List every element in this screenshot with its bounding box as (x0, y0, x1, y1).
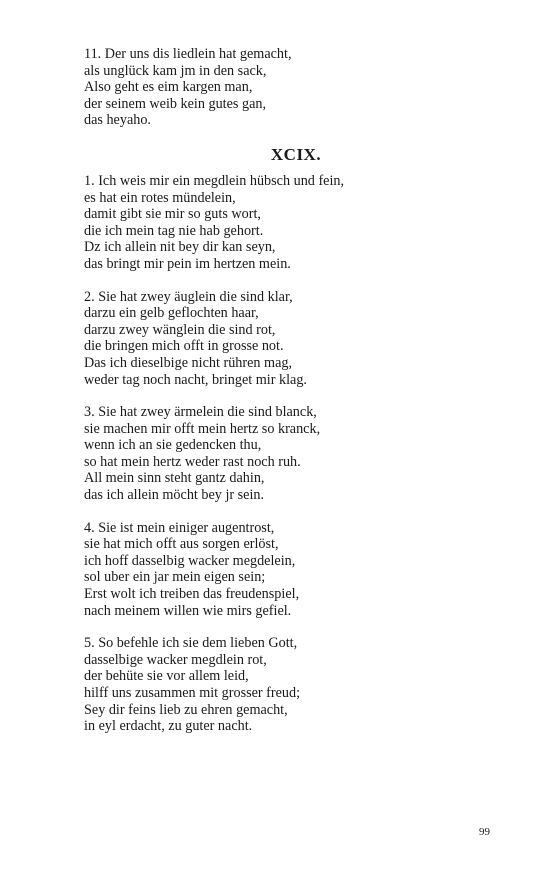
poem-line: weder tag noch nacht, bringet mir klag. (84, 371, 307, 388)
stanza-1 (84, 173, 484, 273)
poem-line: 1. Ich weis mir ein megdlein hübsch und fein, (84, 172, 345, 189)
poem-line: sie machen mir offt mein hertz so kranck, (84, 420, 321, 437)
poem-line: das bringt mir pein im hertzen mein. (84, 255, 291, 272)
poem-line: ich hoff dasselbig wacker megdelein, (84, 552, 296, 569)
poem-line: 11. Der uns dis liedlein hat gemacht, (84, 46, 292, 62)
stanza-3 (84, 404, 484, 504)
poem-line: hilff uns zusammen mit grosser freud; (84, 685, 301, 701)
poem-line: damit gibt sie mir so guts wort, (84, 206, 261, 223)
poem-line: 4. Sie ist mein einiger augentrost, (84, 519, 275, 536)
poem-line: wenn ich an sie gedencken thu, (84, 437, 262, 454)
poem-line: das heyaho. (84, 112, 151, 129)
song-heading: XCIX. (270, 144, 322, 164)
stanza-4 (84, 520, 484, 620)
stanza-2 (84, 289, 484, 389)
poem-line: als unglück kam jm in den sack, (84, 62, 267, 79)
poem-line: dasselbige wacker megdlein rot, (84, 651, 267, 668)
poem-line: Dz ich allein nit bey dir kan seyn, (84, 239, 276, 256)
poem-line: All mein sinn steht gantz dahin, (84, 470, 265, 487)
poem-line: es hat ein rotes mündelein, (84, 189, 236, 206)
poem-line: darzu ein gelb geflochten haar, (84, 305, 259, 322)
stanza-11 (84, 46, 484, 129)
poem-line: nach meinem willen wie mirs gefiel. (84, 602, 292, 619)
poem-line: die bringen mich offt in grosse not. (84, 338, 284, 355)
poem-line: so hat mein hertz weder rast noch ruh. (84, 453, 301, 470)
poem-line: 2. Sie hat zwey äuglein die sind klar, (84, 288, 293, 305)
poem-line: Sey dir feins lieb zu ehren gemacht, (84, 701, 288, 718)
poem-text (84, 46, 484, 751)
poem-line: 3. Sie hat zwey ärmelein die sind blanck, (84, 404, 317, 421)
poem-line: sie hat mich offt aus sorgen erlöst, (84, 536, 279, 553)
poem-line: die ich mein tag nie hab gehort. (84, 222, 264, 239)
poem-line: in eyl erdacht, zu guter nacht. (84, 718, 253, 735)
poem-line: Erst wolt ich treiben das freudenspiel, (84, 586, 300, 603)
poem-line: Das ich dieselbige nicht rühren mag, (84, 354, 293, 371)
stanza-5 (84, 635, 484, 735)
page-number: 99 (479, 826, 490, 838)
poem-line: darzu zwey wänglein die sind rot, (84, 321, 276, 338)
poem-line: Also geht es eim kargen man, (84, 79, 253, 96)
poem-line: 5. So befehle ich sie dem lieben Gott, (84, 635, 298, 652)
poem-line: das ich allein möcht bey jr sein. (84, 487, 265, 504)
poem-line: der behüte sie vor allem leid, (84, 668, 249, 685)
poem-line: der seinem weib kein gutes gan, (84, 95, 267, 112)
poem-line: sol uber ein jar mein eigen sein; (84, 569, 266, 586)
